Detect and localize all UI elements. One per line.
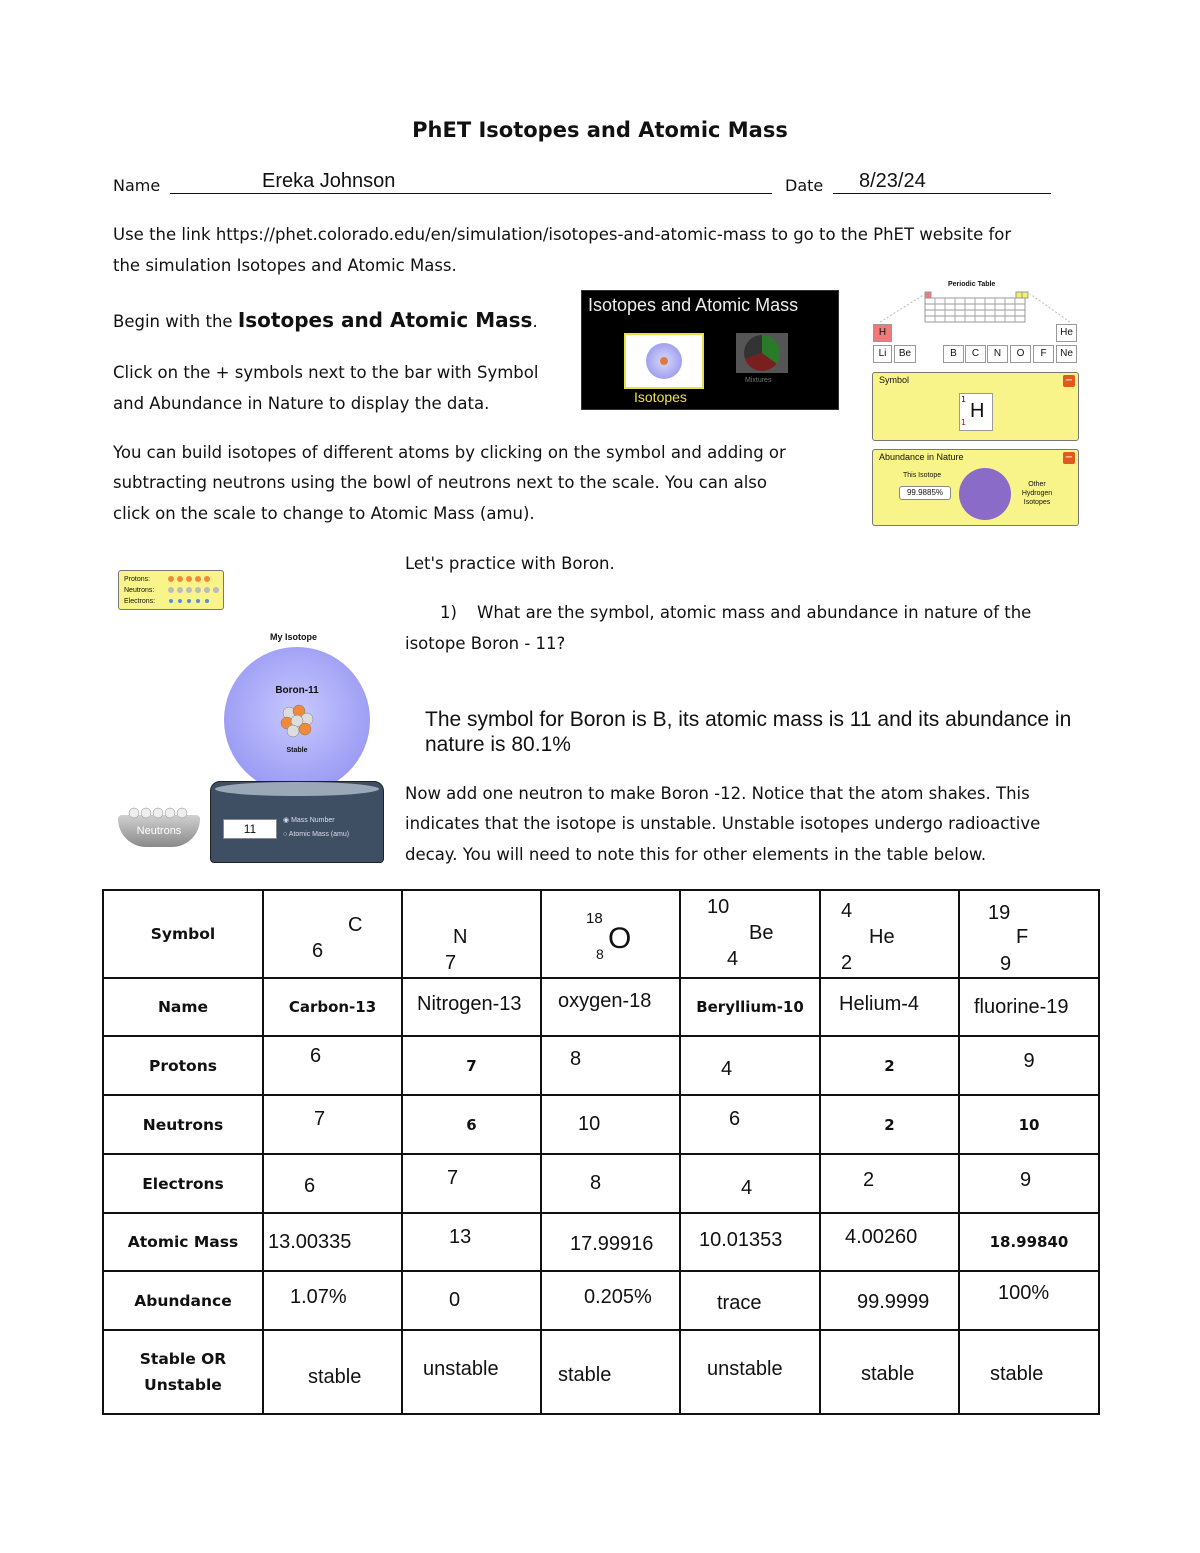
particle-dots-icon (167, 574, 219, 606)
abundance-pie (959, 468, 1011, 520)
begin-suffix: . (532, 312, 538, 331)
abundance-box (872, 449, 1079, 526)
cell-abundance[interactable]: trace (680, 1271, 820, 1330)
cell-stable[interactable]: stable (541, 1330, 680, 1414)
row-header-electrons: Electrons (103, 1154, 263, 1213)
cell-neutrons[interactable]: 10 (959, 1095, 1099, 1154)
cell-abundance[interactable]: 0 (402, 1271, 541, 1330)
electrons-label: Electrons: (124, 598, 156, 605)
cell-name[interactable]: Helium-4 (820, 978, 959, 1036)
build-line-2: subtracting neutrons using the bowl of neutrons next to the scale. You can also (113, 473, 767, 492)
cell-symbol-c[interactable] (263, 890, 402, 978)
scale-readout: 11 (223, 819, 277, 839)
abundance-box-title: Abundance in Nature (879, 452, 964, 462)
sym-mass: 18 (586, 910, 603, 927)
cell-electrons[interactable]: 9 (959, 1154, 1099, 1213)
symbol-box-title: Symbol (879, 375, 910, 385)
pt-cell-h[interactable]: H (873, 324, 892, 342)
cell-stable[interactable]: unstable (680, 1330, 820, 1414)
pt-cell-b[interactable]: B (943, 345, 964, 363)
cell-protons[interactable]: 2 (820, 1036, 959, 1095)
cell-abundance[interactable]: 100% (959, 1271, 1099, 1330)
sym-number: 6 (312, 940, 324, 962)
page-title: PhET Isotopes and Atomic Mass (412, 118, 788, 142)
sym-letter: He (869, 926, 895, 948)
sym-letter: F (1016, 926, 1029, 948)
q1-line-2: isotope Boron - 11? (405, 634, 566, 653)
cell-name[interactable]: fluorine-19 (959, 978, 1099, 1036)
q1-number: 1) (440, 603, 457, 622)
cell-abundance[interactable]: 99.9999 (820, 1271, 959, 1330)
cell-electrons[interactable]: 7 (402, 1154, 541, 1213)
particle-count-labels (124, 574, 155, 607)
pie-thumb-icon (744, 335, 780, 371)
bowl-label: Neutrons (136, 825, 182, 837)
cell-symbol-be[interactable] (680, 890, 820, 978)
cell-stable[interactable]: stable (263, 1330, 402, 1414)
cell-symbol-he[interactable] (820, 890, 959, 978)
sim-periodic-screenshot (870, 280, 1080, 530)
sym-letter: Be (749, 922, 774, 944)
protons-label: Protons: (124, 576, 151, 583)
table-row-symbol (103, 890, 1099, 978)
cell-stable[interactable]: stable (820, 1330, 959, 1414)
cell-stable[interactable]: unstable (402, 1330, 541, 1414)
table-row-abundance (103, 1271, 1099, 1330)
my-isotope-label: My Isotope (270, 632, 318, 642)
cell-abundance[interactable]: 1.07% (263, 1271, 402, 1330)
particle-counts-box (118, 570, 224, 610)
note-line-2: indicates that the isotope is unstable. Unstable isotopes undergo radioactive (405, 814, 1041, 833)
sym-number: 2 (841, 952, 853, 974)
this-isotope-value: 99.9885% (899, 486, 951, 500)
row-header-name: Name (103, 978, 263, 1036)
pt-cell-ne[interactable]: Ne (1056, 345, 1077, 363)
click-line-1: Click on the + symbols next to the bar with Symbol (113, 363, 539, 382)
cell-mass[interactable]: 4.00260 (820, 1213, 959, 1271)
cell-neutrons[interactable]: 6 (680, 1095, 820, 1154)
neutron-bowl[interactable] (118, 815, 200, 847)
row-header-protons: Protons (103, 1036, 263, 1095)
scale-mode-options (283, 814, 349, 842)
symbol-number: 1 (961, 418, 967, 427)
q1-answer[interactable] (425, 707, 1071, 757)
sym-letter: O (608, 922, 632, 955)
atomic-mass-radio[interactable] (283, 828, 349, 842)
cell-name[interactable]: oxygen-18 (541, 978, 680, 1036)
sym-mass: 19 (988, 902, 1011, 924)
sym-mass: 4 (841, 900, 853, 922)
sym-number: 9 (1000, 953, 1012, 975)
build-line-3: click on the scale to change to Atomic Mass (amu). (113, 504, 535, 523)
date-value: 8/23/24 (859, 170, 926, 192)
cell-name[interactable]: Carbon-13 (263, 978, 402, 1036)
collapse-abundance-icon[interactable]: − (1064, 452, 1074, 463)
symbol-letter: H (970, 400, 985, 422)
neutrons-label: Neutrons: (124, 587, 155, 594)
scale-body[interactable] (210, 781, 384, 863)
build-line-1: You can build isotopes of different atoms by clicking on the symbol and adding or (113, 443, 786, 462)
note-line-1: Now add one neutron to make Boron -12. Notice that the atom shakes. This (405, 784, 1030, 803)
cell-mass[interactable]: 13.00335 (263, 1213, 402, 1271)
intro-line-2: the simulation Isotopes and Atomic Mass. (113, 256, 457, 275)
sim-title-screenshot (581, 290, 839, 410)
symbol-box (872, 372, 1079, 441)
table-row-protons (103, 1036, 1099, 1095)
cell-mass[interactable]: 10.01353 (680, 1213, 820, 1271)
scale-plate (215, 782, 379, 796)
cell-name[interactable]: Beryllium-10 (680, 978, 820, 1036)
pt-cell-o[interactable]: O (1010, 345, 1031, 363)
pt-cell-n[interactable]: N (987, 345, 1008, 363)
other-label-1: Other (1028, 481, 1046, 488)
date-field[interactable] (833, 172, 1051, 194)
sym-letter: N (453, 926, 468, 948)
cell-symbol-o[interactable] (541, 890, 680, 978)
this-isotope-label: This Isotope (903, 472, 942, 479)
atomic-mass-label: Atomic Mass (amu) (288, 831, 350, 838)
sym-mass: 10 (707, 896, 730, 918)
atom-sphere (224, 647, 370, 793)
table-row-electrons (103, 1154, 1099, 1213)
cell-electrons[interactable]: 6 (263, 1154, 402, 1213)
table-row-name (103, 978, 1099, 1036)
collapse-symbol-icon[interactable]: − (1064, 375, 1074, 386)
note-line-3: decay. You will need to note this for other elements in the table below. (405, 845, 987, 864)
nucleus-icon (277, 701, 317, 741)
cell-mass[interactable]: 13 (402, 1213, 541, 1271)
cell-electrons[interactable]: 2 (820, 1154, 959, 1213)
periodic-table-mini-icon (870, 288, 1080, 328)
sym-number: 4 (727, 948, 739, 970)
begin-sim-name: Isotopes and Atomic Mass (237, 308, 533, 332)
name-field[interactable] (170, 172, 772, 194)
date-label: Date (785, 176, 824, 195)
cell-stable[interactable]: stable (959, 1330, 1099, 1414)
row-header-atomic-mass: Atomic Mass (103, 1213, 263, 1271)
cell-protons[interactable]: 8 (541, 1036, 680, 1095)
other-label-2: Hydrogen (1021, 490, 1053, 497)
sym-letter: C (348, 914, 363, 936)
cell-protons[interactable]: 6 (263, 1036, 402, 1095)
other-label-3: Isotopes (1023, 499, 1051, 506)
pt-cell-he[interactable]: He (1056, 324, 1077, 342)
begin-instruction (113, 305, 538, 338)
name-value: Ereka Johnson (262, 170, 396, 192)
cell-electrons[interactable]: 8 (541, 1154, 680, 1213)
periodic-table-title: Periodic Table (948, 281, 996, 288)
cell-neutrons[interactable]: 7 (263, 1095, 402, 1154)
row-header-stability: Stable OR Unstable (103, 1330, 263, 1414)
table-row-neutrons (103, 1095, 1099, 1154)
pt-cell-f[interactable]: F (1033, 345, 1054, 363)
table-row-atomic-mass (103, 1213, 1099, 1271)
answer-line-1: The symbol for Boron is B, its atomic mass is 11 and its abundance in (425, 708, 1072, 731)
q1-line-1: What are the symbol, atomic mass and abundance in nature of the (477, 603, 1032, 622)
cell-protons[interactable]: 4 (680, 1036, 820, 1095)
other-isotopes-label (1013, 480, 1061, 507)
cell-protons[interactable]: 7 (402, 1036, 541, 1095)
symbol-tile (959, 393, 993, 431)
mixtures-tab-thumb[interactable] (736, 333, 788, 373)
pt-cell-be[interactable]: Be (894, 345, 916, 363)
radio-selected-icon: ◉ (283, 817, 292, 824)
sim-title-heading: Isotopes and Atomic Mass (588, 295, 799, 315)
cell-electrons[interactable]: 4 (680, 1154, 820, 1213)
answer-line-2: nature is 80.1% (425, 733, 571, 756)
intro-line-1: Use the link https://phet.colorado.edu/en/simulation/isotopes-and-atomic-mass to go to the PhET website for (113, 225, 1012, 244)
atom-stability: Stable (286, 747, 308, 754)
isotope-table (102, 889, 1100, 1415)
name-label: Name (113, 176, 161, 195)
cell-mass[interactable]: 18.99840 (959, 1213, 1099, 1271)
pt-cell-li[interactable]: Li (873, 345, 892, 363)
mass-number-label: Mass Number (291, 817, 335, 824)
mass-number-radio[interactable] (283, 814, 349, 828)
cell-neutrons[interactable]: 2 (820, 1095, 959, 1154)
cell-protons[interactable]: 9 (959, 1036, 1099, 1095)
radio-icon: ○ (283, 831, 289, 838)
isotopes-tab-thumb[interactable] (624, 333, 704, 389)
cell-symbol-n[interactable] (402, 890, 541, 978)
symbol-mass: 1 (961, 395, 967, 404)
row-header-neutrons: Neutrons (103, 1095, 263, 1154)
atom-name: Boron-11 (275, 685, 319, 696)
practice-intro: Let's practice with Boron. (405, 554, 615, 573)
cell-mass[interactable]: 17.99916 (541, 1213, 680, 1271)
cell-symbol-f[interactable] (959, 890, 1099, 978)
row-header-symbol: Symbol (103, 890, 263, 978)
sim-scale-screenshot (110, 565, 390, 855)
isotopes-tab-label: Isotopes (634, 389, 687, 405)
bowl-neutrons-icon (126, 807, 192, 819)
click-line-2: and Abundance in Nature to display the data. (113, 394, 490, 413)
begin-prefix: Begin with the (113, 312, 238, 331)
nucleus-thumb-icon (660, 357, 668, 365)
table-row-stability (103, 1330, 1099, 1414)
pt-cell-c[interactable]: C (965, 345, 986, 363)
cell-neutrons[interactable]: 10 (541, 1095, 680, 1154)
cell-neutrons[interactable]: 6 (402, 1095, 541, 1154)
cell-name[interactable]: Nitrogen-13 (402, 978, 541, 1036)
mixtures-tab-label: Mixtures (745, 377, 772, 384)
cell-abundance[interactable]: 0.205% (541, 1271, 680, 1330)
row-header-abundance: Abundance (103, 1271, 263, 1330)
sym-number: 8 (596, 946, 604, 962)
sym-number: 7 (445, 952, 457, 974)
